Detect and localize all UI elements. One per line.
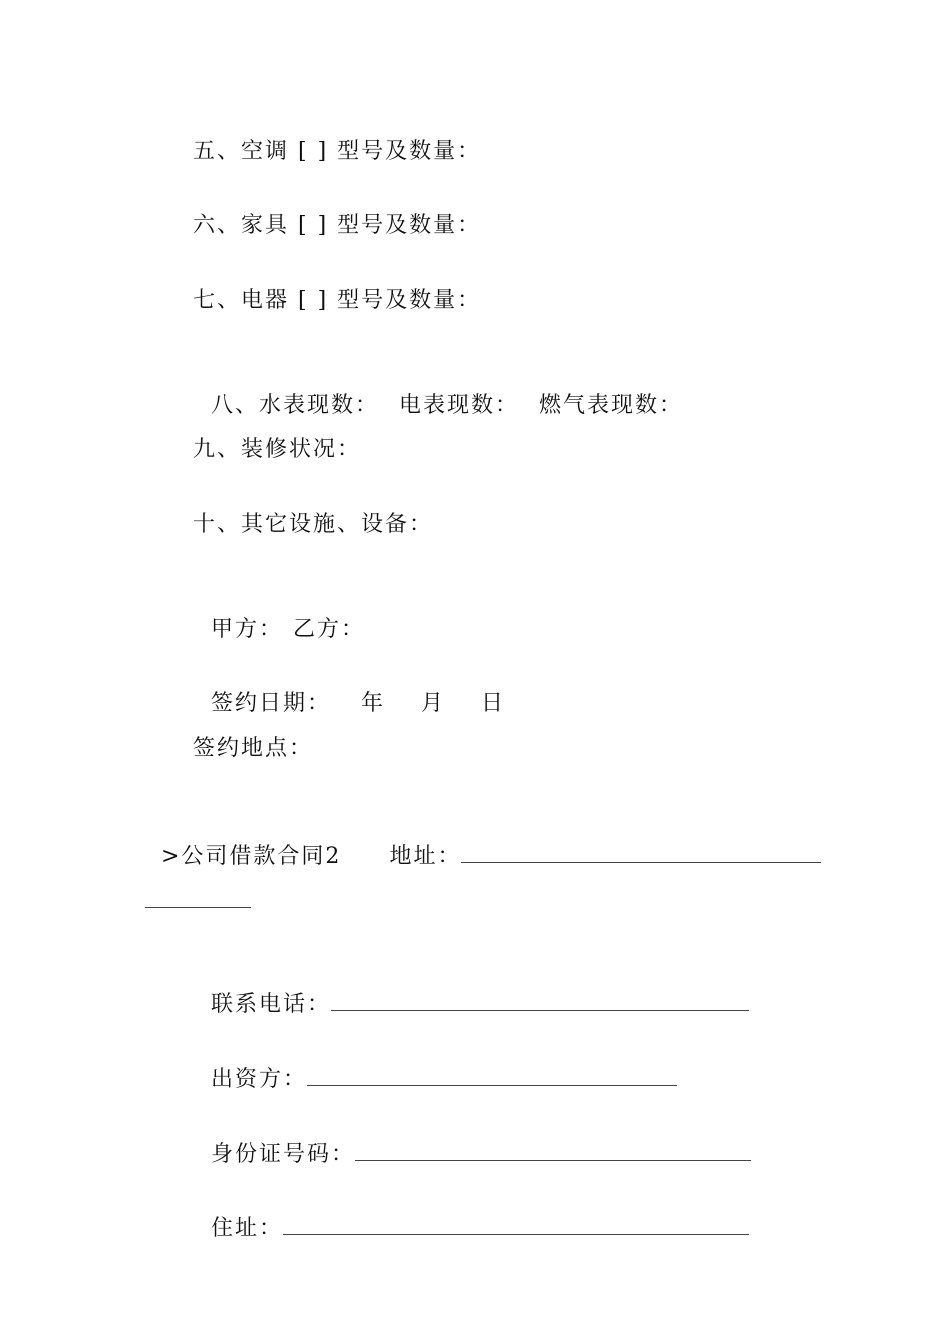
- residence-blank: [283, 1212, 749, 1235]
- contract2-heading: >公司借款合同2: [161, 844, 342, 869]
- phone-label: 联系电话：: [211, 992, 332, 1017]
- phone-line: [193, 958, 749, 1020]
- item-furniture: 六、家具 [ ] 型号及数量：: [193, 213, 482, 238]
- sign-date-line: [193, 659, 505, 719]
- address-blank: [461, 840, 821, 863]
- item-appliance: 七、电器 [ ] 型号及数量：: [193, 288, 482, 313]
- parties-line: [193, 585, 365, 645]
- address-label: 地址：: [389, 844, 462, 869]
- sign-date-month: 月: [421, 691, 446, 716]
- investor-label: 出资方：: [211, 1067, 308, 1092]
- address-blank-continuation: [145, 907, 251, 908]
- gas-meter-label: 燃气表现数：: [539, 393, 684, 418]
- id-line: [193, 1108, 751, 1170]
- item-meters: [193, 361, 683, 421]
- sign-place: 签约地点：: [193, 736, 314, 761]
- residence-label: 住址：: [211, 1216, 284, 1241]
- contract2-heading-line: [143, 810, 821, 872]
- sign-date-day: 日: [481, 691, 506, 716]
- id-number-blank: [355, 1138, 751, 1161]
- residence-line: [193, 1182, 749, 1244]
- id-number-label: 身份证号码：: [211, 1142, 356, 1167]
- item-air-conditioner: 五、空调 [ ] 型号及数量：: [193, 139, 482, 164]
- electric-meter-label: 电表现数：: [399, 393, 520, 418]
- water-meter-label: 八、水表现数：: [211, 393, 380, 418]
- sign-date-year: 年: [361, 691, 386, 716]
- sign-date-label: 签约日期：: [211, 691, 332, 716]
- investor-line: [193, 1033, 677, 1095]
- phone-blank: [331, 988, 749, 1011]
- item-decoration: 九、装修状况：: [193, 437, 362, 462]
- party-a-label: 甲方：: [211, 617, 284, 642]
- investor-blank: [307, 1063, 677, 1086]
- item-other-facilities: 十、其它设施、设备：: [193, 512, 434, 537]
- party-b-label: 乙方：: [293, 617, 366, 642]
